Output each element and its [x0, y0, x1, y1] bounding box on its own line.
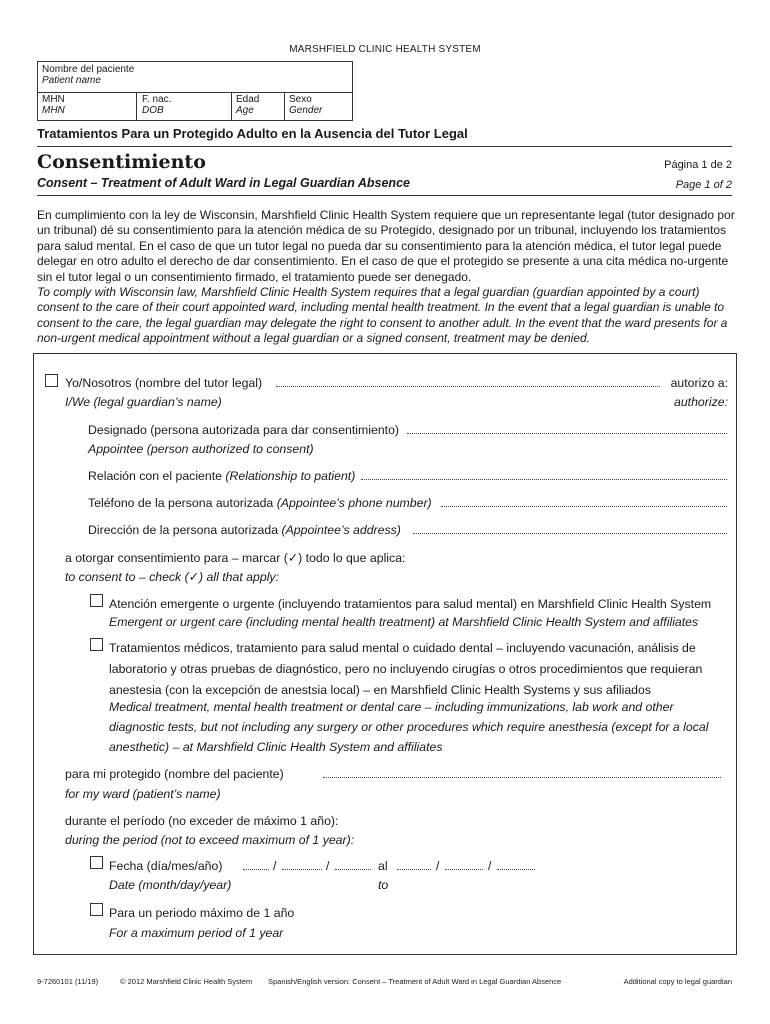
to-label-es: al	[378, 859, 388, 873]
option2-label-es-2: laboratorio y otras pruebas de diagnóstico, pero no incluyendo cirugías o otros procedimientos que requieran	[109, 662, 703, 676]
emergent-care-checkbox[interactable]	[90, 594, 103, 607]
age-label-es: Edad	[236, 94, 260, 105]
page-number-en: Page 1 of 2	[675, 179, 732, 191]
appointee-label-es: Designado (persona autorizada para dar consentimiento)	[88, 423, 400, 437]
page-number-es: Página 1 de 2	[664, 159, 732, 171]
intro-paragraph-en: To comply with Wisconsin law, Marshfield Clinic Health System requires that a legal guardian (guardian appointed by a court) consent to the care of their court appointed ward, including mental health treatment. In the event that a legal guardian is unable to consent to the care, the legal guardian may delegate the right to consent to another adult. In the event that the ward presents for a non-urgent medical appointment without a legal guardian or a signed consent, treatment may be denied.	[37, 285, 728, 346]
relationship-label-es: Relación con el paciente	[88, 469, 222, 483]
ward-label-en: for my ward (patient’s name)	[65, 787, 221, 801]
date-separator: /	[273, 859, 277, 873]
ward-label-es: para mi protegido (nombre del paciente)	[65, 767, 284, 781]
date-range-checkbox[interactable]	[90, 856, 103, 869]
form-subheading: Tratamientos Para un Protegido Adulto en la Ausencia del Tutor Legal	[37, 126, 468, 141]
start-year-field[interactable]	[335, 859, 371, 870]
max-period-label-es: Para un periodo máximo de 1 año	[109, 906, 295, 920]
intro-paragraph-es: En cumplimiento con la ley de Wisconsin, Marshfield Clinic Health System requiere que un representante legal (tutor designado por un tribunal) dé su consentimiento para la atención médica de su Protegido, designado por un tribunal, incluyendo los tratamientos para salud mental. En el caso de que un tutor legal no pueda dar su consentimiento para la atención médica, el tutor legal puede delegar en otro adulto el derecho de dar consentimiento. En el caso de que el protegido se presente a una cita médica no-urgente sin el tutor legal o un consentimiento firmado, el tratamiento puede ser denegado.	[37, 208, 735, 284]
option1-label-es: Atención emergente o urgente (incluyendo tratamientos para salud mental) en Marshfield Clinic Health System	[109, 597, 712, 611]
org-header: MARSHFIELD CLINIC HEALTH SYSTEM	[289, 44, 481, 55]
appointee-name-field[interactable]	[407, 423, 727, 434]
option2-label-es-1: Tratamientos médicos, tratamiento para salud mental o cuidado dental – incluyendo vacunación, análisis de	[109, 641, 696, 655]
phone-label-en: (Appointee’s phone number)	[276, 496, 432, 510]
copyright: © 2012 Marshfield Clinic Health System	[120, 977, 253, 986]
option2-label-en-1: Medical treatment, mental health treatment or dental care – including immunizations, lab work and other	[109, 700, 674, 714]
page-title: Consentimiento	[37, 151, 206, 173]
phone-field[interactable]	[441, 496, 727, 507]
medical-treatment-checkbox[interactable]	[90, 638, 103, 651]
relationship-label	[88, 469, 355, 483]
phone-label-es: Teléfono de la persona autorizada	[88, 496, 274, 510]
sex-label-en: Gender	[289, 105, 323, 116]
appointee-label-en: Appointee (person authorized to consent)	[88, 442, 314, 456]
authorize-label-es: autorizo a:	[670, 376, 728, 390]
page-subtitle: Consent – Treatment of Adult Ward in Legal Guardian Absence	[37, 176, 410, 190]
option2-label-en-2: diagnostic tests, but not including any surgery or other procedures which require anesthesia (except for a local	[109, 720, 709, 734]
guardian-label-en: I/We (legal guardian’s name)	[65, 395, 222, 409]
patient-name-label-es: Nombre del paciente	[42, 64, 135, 75]
date-label-es: Fecha (día/mes/año)	[109, 859, 223, 873]
copy-note: Additional copy to legal guardian	[623, 977, 732, 986]
version-note: Spanish/English version: Consent – Treatment of Adult Ward in Legal Guardian Absence	[268, 977, 562, 986]
dob-label-en: DOB	[142, 105, 164, 116]
address-label	[88, 523, 401, 537]
relationship-field[interactable]	[361, 469, 727, 480]
start-day-field[interactable]	[243, 859, 269, 870]
option2-label-en-3: anesthetic) – at Marshfield Clinic Health System and affiliates	[109, 740, 443, 754]
divider	[136, 92, 137, 120]
divider	[37, 195, 732, 196]
intro-text	[37, 208, 735, 347]
to-label-en: to	[378, 878, 389, 892]
end-month-field[interactable]	[445, 859, 483, 870]
guardian-name-field[interactable]	[276, 376, 660, 387]
patient-name-label-en: Patient name	[42, 75, 101, 86]
divider	[37, 146, 732, 147]
address-label-es: Dirección de la persona autorizada	[88, 523, 279, 537]
address-label-en: (Appointee’s address)	[281, 523, 401, 537]
age-label-en: Age	[236, 105, 254, 116]
end-year-field[interactable]	[497, 859, 535, 870]
start-month-field[interactable]	[282, 859, 322, 870]
end-day-field[interactable]	[397, 859, 431, 870]
period-label-en: during the period (not to exceed maximum of 1 year):	[65, 833, 355, 847]
authorize-label-en: authorize:	[673, 395, 728, 409]
date-separator: /	[488, 859, 492, 873]
ward-name-field[interactable]	[323, 767, 721, 778]
date-separator: /	[326, 859, 330, 873]
divider	[284, 92, 285, 120]
divider	[231, 92, 232, 120]
relationship-label-en: (Relationship to patient)	[225, 469, 356, 483]
phone-label	[88, 496, 432, 510]
guardian-label-es: Yo/Nosotros (nombre del tutor legal)	[65, 376, 263, 390]
guardian-checkbox[interactable]	[45, 374, 58, 387]
patient-info-box	[37, 61, 353, 121]
date-label-en: Date (month/day/year)	[109, 878, 232, 892]
max-period-checkbox[interactable]	[90, 903, 103, 916]
form-code: 9-7260101 (11/19)	[37, 977, 99, 986]
mhn-label-en: MHN	[42, 105, 65, 116]
option1-label-en: Emergent or urgent care (including mental health treatment) at Marshfield Clinic Health System and affiliates	[109, 615, 699, 629]
dob-label-es: F. nac.	[142, 94, 172, 105]
address-field[interactable]	[413, 523, 727, 534]
mhn-label-es: MHN	[42, 94, 65, 105]
max-period-label-en: For a maximum period of 1 year	[109, 926, 284, 940]
patient-name-field[interactable]	[38, 62, 352, 93]
consent-to-label-en: to consent to – check (✓) all that apply:	[65, 570, 279, 584]
option2-label-es-3: anestesia (con la excepción de anestsia local) – en Marshfield Clinic Health Systems y sus afiliados	[109, 683, 652, 697]
consent-to-label-es: a otorgar consentimiento para – marcar (✓) todo lo que aplica:	[65, 551, 406, 565]
date-separator: /	[436, 859, 440, 873]
period-label-es: durante el período (no exceder de máximo 1 año):	[65, 814, 339, 828]
sex-label-es: Sexo	[289, 94, 312, 105]
